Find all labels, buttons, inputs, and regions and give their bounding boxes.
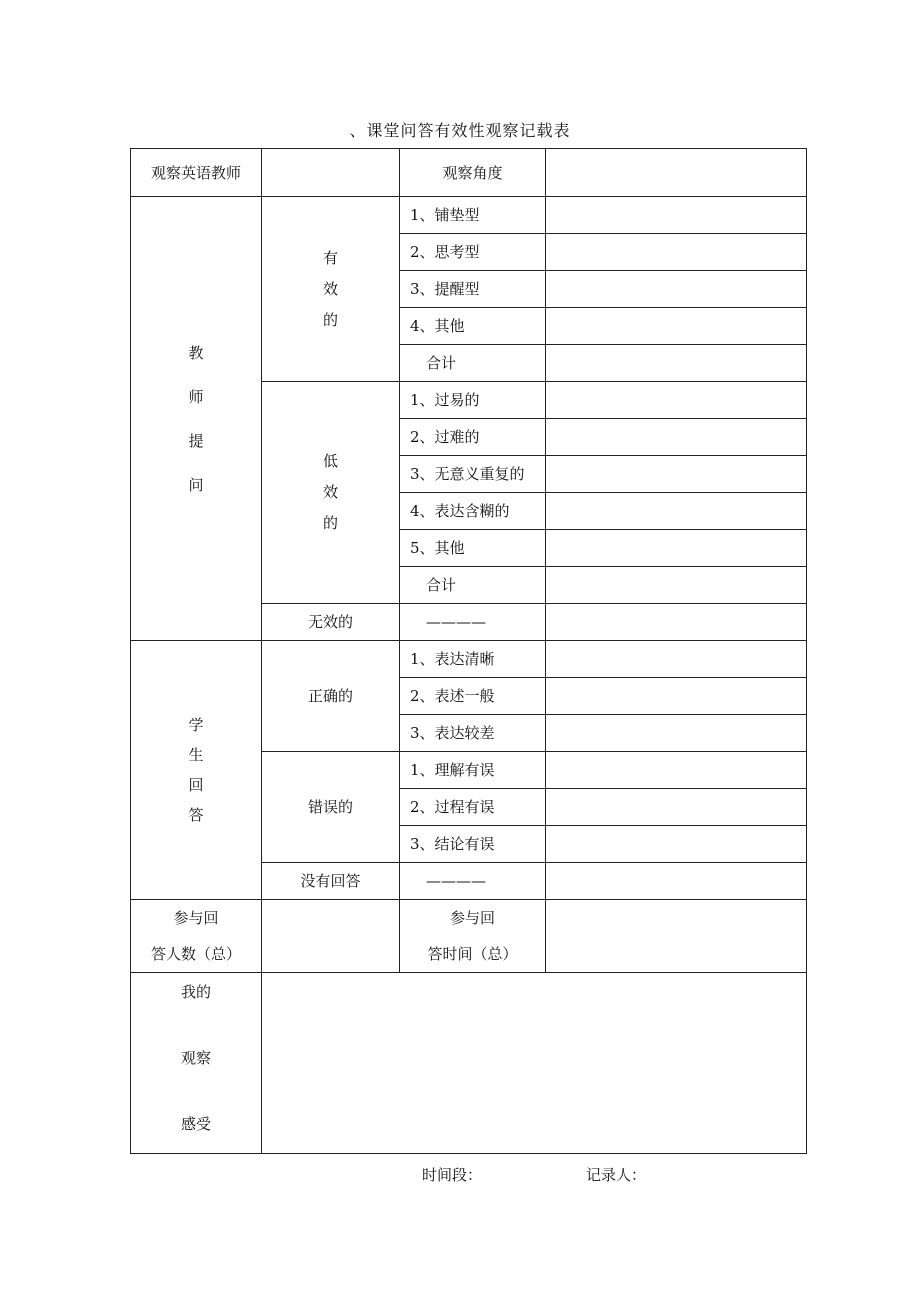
recorder-label: 记录人： [586, 1166, 647, 1184]
effective-label: 有 效 的 [262, 197, 400, 382]
no-answer-label: 没有回答 [262, 863, 400, 900]
answer-time-cell[interactable] [546, 900, 807, 973]
record-cell[interactable] [546, 641, 807, 678]
effective-total: 合计 [400, 345, 546, 382]
record-cell[interactable] [546, 197, 807, 234]
observation-feelings-cell[interactable] [262, 973, 807, 1154]
correct-item: 3、表达较差 [400, 715, 546, 752]
record-cell[interactable] [546, 789, 807, 826]
ineffective-label: 无效的 [262, 604, 400, 641]
effective-item: 3、提醒型 [400, 271, 546, 308]
header-row [131, 149, 807, 197]
answer-count-cell[interactable] [262, 900, 400, 973]
record-cell[interactable] [546, 567, 807, 604]
no-answer-dash: ———— [400, 863, 546, 900]
record-cell[interactable] [546, 863, 807, 900]
correct-item: 1、表达清晰 [400, 641, 546, 678]
record-cell[interactable] [546, 752, 807, 789]
record-cell[interactable] [546, 234, 807, 271]
low-effective-item: 5、其他 [400, 530, 546, 567]
answer-count-label: 参与回 答人数（总） [131, 900, 262, 973]
teacher-questioning-label: 教 师 提 问 [131, 197, 262, 641]
angle-value-cell[interactable] [546, 149, 807, 197]
table-row [131, 641, 807, 678]
wrong-item: 3、结论有误 [400, 826, 546, 863]
table-row [131, 197, 807, 234]
record-cell[interactable] [546, 345, 807, 382]
wrong-item: 2、过程有误 [400, 789, 546, 826]
teacher-label: 观察英语教师 [131, 149, 262, 197]
record-cell[interactable] [546, 678, 807, 715]
observation-table [130, 148, 807, 1154]
low-effective-total: 合计 [400, 567, 546, 604]
wrong-item: 1、理解有误 [400, 752, 546, 789]
ineffective-dash: ———— [400, 604, 546, 641]
record-cell[interactable] [546, 493, 807, 530]
record-cell[interactable] [546, 604, 807, 641]
participation-row [131, 900, 807, 973]
low-effective-item: 3、无意义重复的 [400, 456, 546, 493]
feelings-row [131, 973, 807, 1154]
effective-item: 1、铺垫型 [400, 197, 546, 234]
record-cell[interactable] [546, 382, 807, 419]
correct-label: 正确的 [262, 641, 400, 752]
low-effective-item: 4、表达含糊的 [400, 493, 546, 530]
page-title: 、课堂问答有效性观察记载表 [349, 121, 571, 140]
correct-item: 2、表述一般 [400, 678, 546, 715]
effective-item: 2、思考型 [400, 234, 546, 271]
record-cell[interactable] [546, 308, 807, 345]
effective-item: 4、其他 [400, 308, 546, 345]
record-cell[interactable] [546, 271, 807, 308]
record-cell[interactable] [546, 530, 807, 567]
record-cell[interactable] [546, 456, 807, 493]
record-cell[interactable] [546, 715, 807, 752]
record-cell[interactable] [546, 419, 807, 456]
observation-feelings-label: 我的 观察 感受 [131, 973, 262, 1154]
record-cell[interactable] [546, 826, 807, 863]
teacher-value-cell[interactable] [262, 149, 400, 197]
low-effective-item: 1、过易的 [400, 382, 546, 419]
low-effective-label: 低 效 的 [262, 382, 400, 604]
angle-label: 观察角度 [400, 149, 546, 197]
student-answer-label: 学 生 回 答 [131, 641, 262, 900]
low-effective-item: 2、过难的 [400, 419, 546, 456]
wrong-label: 错误的 [262, 752, 400, 863]
time-period-label: 时间段： [422, 1166, 483, 1184]
answer-time-label: 参与回 答时间（总） [400, 900, 546, 973]
